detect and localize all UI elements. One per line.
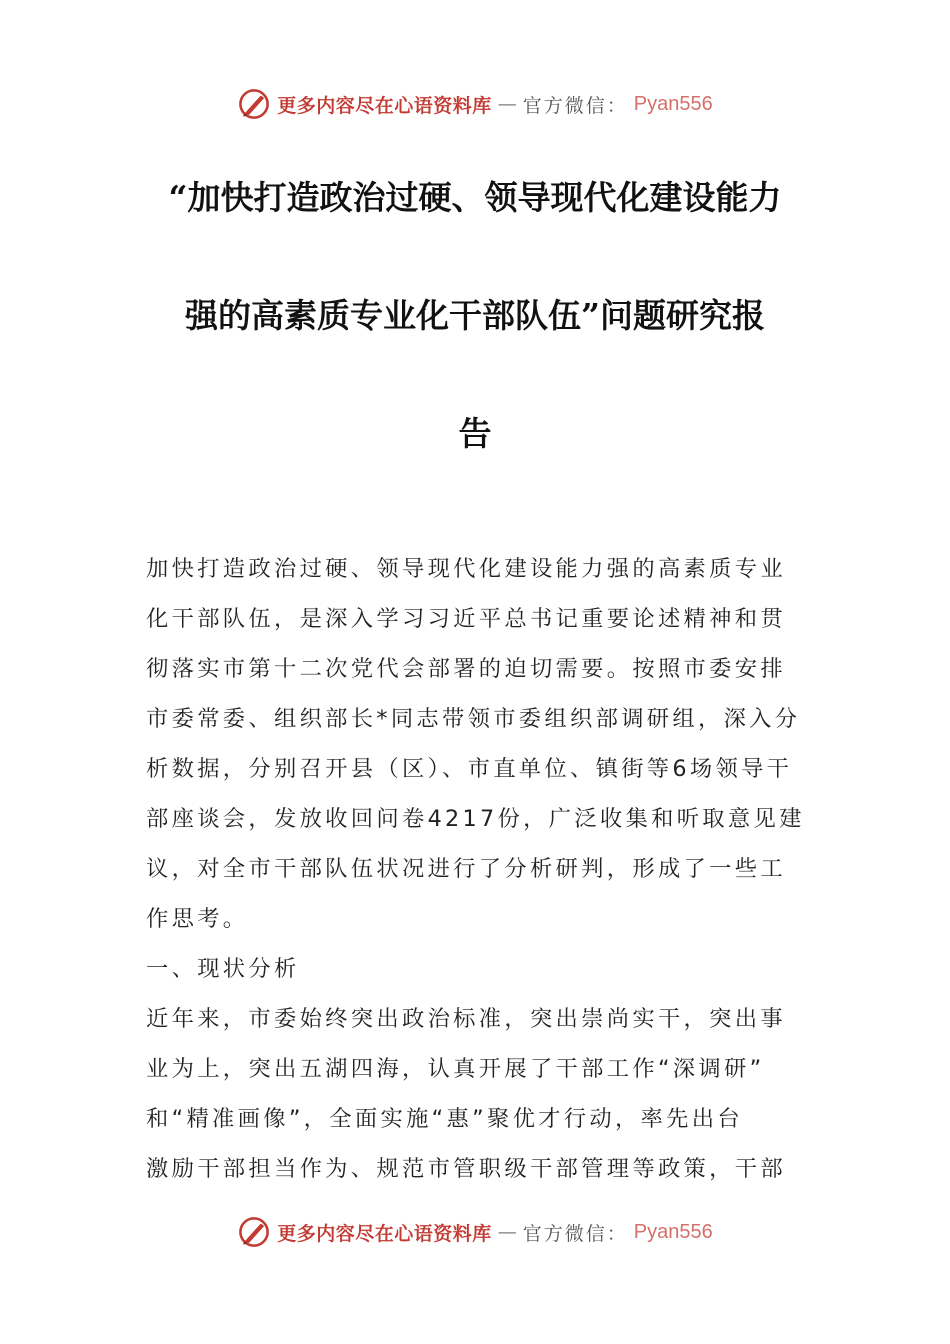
body-line: 析数据，分别召开县（区）、市直单位、镇街等6场领导干 [146,756,793,782]
watermark-wechat-label: 官方微信： [522,1222,628,1245]
watermark-main-text: 更多内容尽在心语资料库 [277,1222,492,1245]
document-body [146,544,806,1194]
body-line: 激励干部担当作为、规范市管职级干部管理等政策，干部 [146,1156,786,1182]
title-line: “加快打造政治过硬、领导现代化建设能力 [168,178,782,217]
body-line: 部座谈会，发放收回问卷4217份，广泛收集和听取意见建 [146,806,805,832]
watermark-wechat-id: Pyan556 [633,92,713,115]
watermark-main-text: 更多内容尽在心语资料库 [277,94,492,117]
document-title [0,162,950,516]
watermark-wechat-label: 官方微信： [522,94,628,117]
title-line: 告 [458,414,492,453]
body-line: 市委常委、组织部长*同志带领市委组织部调研组，深入分 [146,706,801,732]
header-watermark [0,84,950,124]
section-heading: 一、现状分析 [146,956,300,982]
body-line: 业为上，突出五湖四海，认真开展了干部工作“深调研” [146,1056,765,1082]
body-line: 议，对全市干部队伍状况进行了分析研判，形成了一些工 [146,856,786,882]
pen-logo-icon [237,87,271,121]
watermark-dash: — [497,1221,517,1243]
title-line: 强的高素质专业化干部队伍”问题研究报 [185,296,765,335]
body-line: 化干部队伍，是深入学习习近平总书记重要论述精神和贯 [146,606,786,632]
watermark-dash: — [497,93,517,115]
footer-watermark [0,1212,950,1252]
body-line: 作思考。 [146,906,249,932]
watermark-wechat-id: Pyan556 [633,1220,713,1243]
body-line: 加快打造政治过硬、领导现代化建设能力强的高素质专业 [146,556,786,582]
pen-logo-icon [237,1215,271,1249]
body-line: 彻落实市第十二次党代会部署的迫切需要。按照市委安排 [146,656,786,682]
body-line: 和“精准画像”，全面实施“惠”聚优才行动，率先出台 [146,1106,743,1132]
body-line: 近年来，市委始终突出政治标准，突出崇尚实干，突出事 [146,1006,786,1032]
